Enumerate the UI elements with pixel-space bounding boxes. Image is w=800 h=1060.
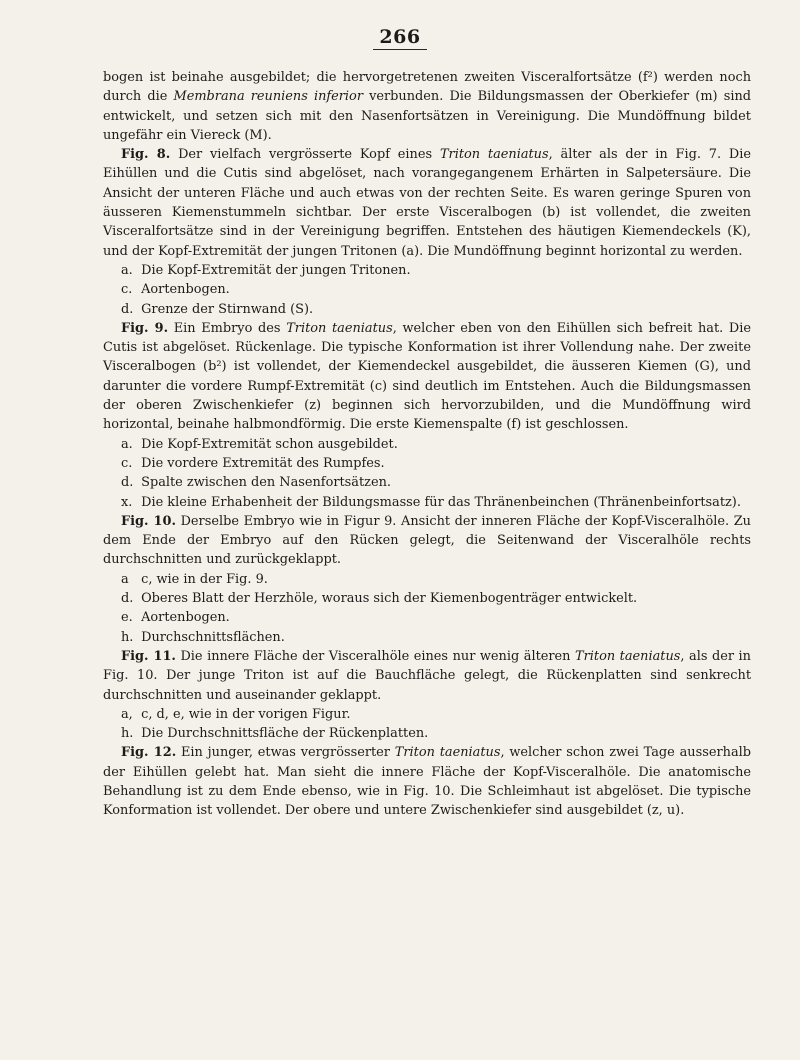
legend-text: Aortenbogen. — [141, 610, 230, 626]
document-body — [103, 68, 751, 821]
legend-label: c. — [121, 455, 133, 471]
legend-text: Spalte zwischen den Nasenfortsätzen. — [141, 475, 391, 491]
figure-caption — [103, 512, 751, 570]
legend-item — [103, 589, 751, 608]
legend-label: a, — [121, 706, 133, 722]
legend-text: Die Durchschnittsfläche der Rückenplatten. — [141, 726, 429, 742]
figure-caption — [103, 647, 751, 705]
figure-label: Fig. 12. — [121, 745, 177, 761]
legend-item — [103, 454, 751, 473]
legend-item — [103, 493, 751, 512]
legend-label: e. — [121, 610, 133, 626]
legend-label: h. — [121, 726, 134, 742]
caption-text: Ein junger, etwas vergrösserter Triton taeniatus, welcher schon zwei Tage ausserhalb der Eihüllen gelebt hat. Man sieht die innere Fläche der Kopf-Visceralhöle. Die anatomische Behandlung ist zu dem Ende ebenso, wie in Fig. 10. Die Schleimhaut ist abgelöset. Die typische Konformation ist vollendet. Der obere und untere Zwischenkiefer sind ausgebildet (z, u). — [103, 745, 751, 819]
legend-label: d. — [121, 591, 134, 607]
legend-item — [103, 705, 751, 724]
legend-item — [103, 473, 751, 492]
figure-caption — [103, 743, 751, 820]
figure-caption — [103, 319, 751, 435]
legend-label: x. — [121, 494, 133, 510]
legend-item — [103, 724, 751, 743]
caption-text: Der vielfach vergrösserte Kopf eines Triton taeniatus, älter als der in Fig. 7. Die Eihüllen und die Cutis sind abgelöset, nach vorangegangenem Erhärten in Salpetersäure. Die Ansicht der unteren Fläche und auch etwas von der rechten Seite. Es waren geringe Spuren von äusseren Kiemenstummeln sichtbar. Der erste Visceralbogen (b) ist vollendet, die zweiten Visceralfortsätze sind in der Vereinigung begriffen. Entstehen des häutigen Kiemendeckels (K), und der Kopf-Extremität der jungen Tritonen (a). Die Mundöffnung beginnt horizontal zu werden. — [103, 147, 751, 259]
legend-text: Die Kopf-Extremität der jungen Tritonen. — [141, 262, 411, 278]
page-number: 266 — [0, 26, 800, 48]
legend-item — [103, 608, 751, 627]
legend-item — [103, 570, 751, 589]
legend-text: Die vordere Extremität des Rumpfes. — [141, 455, 385, 471]
legend-item — [103, 628, 751, 647]
italic-term: Triton taeniatus — [286, 320, 393, 336]
legend-label: h. — [121, 629, 134, 645]
italic-term: Triton taeniatus — [439, 147, 549, 163]
paragraph: bogen ist beinahe ausgebildet; die hervorgetretenen zweiten Visceralfortsätze (f²) werden noch durch die Membrana reuniens inferior verbunden. Die Bildungsmassen der Oberkiefer (m) sind entwickelt, und setzen sich mit den Nasenfortsätzen in Vereinigung. Die Mundöffnung bildet ungefähr ein Viereck (M). — [103, 70, 752, 143]
figure-label: Fig. 8. — [121, 147, 171, 163]
figure-label: Fig. 9. — [121, 320, 169, 336]
legend-text: c, wie in der Fig. 9. — [141, 571, 268, 587]
legend-text: Durchschnittsflächen. — [141, 629, 285, 645]
legend-label: d. — [121, 475, 134, 491]
legend-text: c, d, e, wie in der vorigen Figur. — [141, 706, 351, 722]
legend-text: Grenze der Stirnwand (S). — [141, 301, 314, 317]
legend-item — [103, 300, 751, 319]
legend-label: d. — [121, 301, 134, 317]
legend-text: Oberes Blatt der Herzhöle, woraus sich der Kiemenbogenträger entwickelt. — [141, 591, 638, 607]
italic-term: Membrana reuniens inferior — [173, 89, 363, 105]
legend-label: c. — [121, 282, 133, 298]
italic-term: Triton taeniatus — [394, 745, 501, 761]
italic-term: Triton taeniatus — [575, 648, 681, 664]
legend-label: a. — [121, 262, 133, 278]
figure-caption — [103, 145, 751, 261]
caption-text: Die innere Fläche der Visceralhöle eines nur wenig älteren Triton taeniatus, als der in Fig. 10. Der junge Triton ist auf die Bauchfläche gelegt, die Rückenplatten sind senkrecht durchschnitten und auseinander geklappt. — [103, 648, 751, 703]
figure-label: Fig. 11. — [121, 648, 176, 664]
caption-text: Ein Embryo des Triton taeniatus, welcher eben von den Eihüllen sich befreit hat. Die Cutis ist abgelöset. Rückenlage. Die typische Konformation ist ihrer Vollendung nahe. Der zweite Visceralbogen (b²) ist vollendet, der Kiemendeckel ausgebildet, die äusseren Kiemen (G), und darunter die vordere Rumpf-Extremität (c) sind deutlich im Entstehen. Auch die Bildungsmassen der oberen Zwischenkiefer (z) beginnen sich hervorzubilden, und die Mundöffnung wird horizontal, beinahe halbmondförmig. Die erste Kiemenspalte (f) ist geschlossen. — [103, 320, 751, 433]
legend-text: Die kleine Erhabenheit der Bildungsmasse für das Thränenbeinchen (Thränenbeinfortsatz). — [141, 494, 741, 510]
figure-label: Fig. 10. — [121, 513, 176, 529]
legend-text: Die Kopf-Extremität schon ausgebildet. — [141, 436, 398, 452]
legend-label: a — [121, 571, 129, 587]
legend-item — [103, 261, 751, 280]
legend-text: Aortenbogen. — [141, 282, 230, 298]
caption-text: Derselbe Embryo wie in Figur 9. Ansicht der inneren Fläche der Kopf-Visceralhöle. Zu dem Ende der Embryo auf den Rücken gelegt, die Seitenwand der Visceralhöle rechts durchschnitten und zurückgeklappt. — [103, 513, 751, 568]
legend-item — [103, 435, 751, 454]
legend-item — [103, 280, 751, 299]
legend-label: a. — [121, 436, 133, 452]
